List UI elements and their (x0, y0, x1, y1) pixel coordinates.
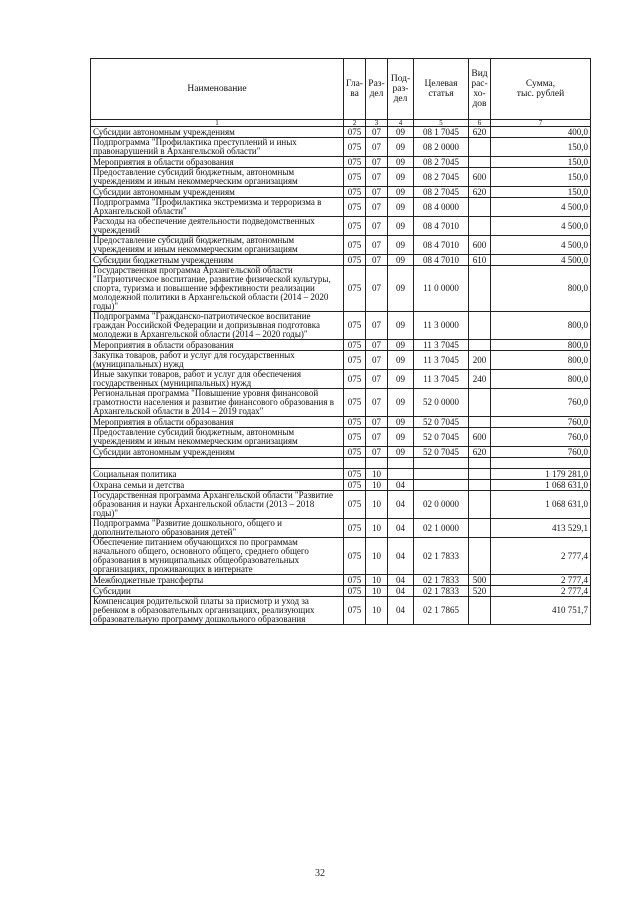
empty-cell (366, 458, 388, 469)
cell-razdel: 10 (366, 597, 388, 625)
cell-razdel: 10 (366, 586, 388, 597)
empty-cell (91, 458, 344, 469)
cell-podrazdel: 09 (388, 370, 414, 389)
cell-glava: 075 (344, 168, 366, 187)
cell-summa: 760,0 (491, 447, 591, 458)
cell-vid: 240 (469, 370, 491, 389)
cell-podrazdel: 04 (388, 575, 414, 586)
cell-summa: 800,0 (491, 340, 591, 351)
cell-statya: 11 0 0000 (414, 266, 469, 312)
cell-podrazdel: 09 (388, 340, 414, 351)
cell-summa: 2 777,4 (491, 586, 591, 597)
cell-glava: 075 (344, 417, 366, 428)
cell-summa: 800,0 (491, 370, 591, 389)
cell-glava: 075 (344, 428, 366, 447)
cell-name: Субсидии бюджетным учреждениям (91, 255, 344, 266)
cell-statya: 11 3 7045 (414, 340, 469, 351)
cell-podrazdel: 04 (388, 491, 414, 519)
cell-razdel: 07 (366, 370, 388, 389)
cell-summa: 4 500,0 (491, 255, 591, 266)
table-row (91, 519, 591, 538)
cell-vid (469, 138, 491, 157)
cell-statya: 02 1 7833 (414, 575, 469, 586)
cell-razdel: 07 (366, 255, 388, 266)
table-row (91, 575, 591, 586)
cell-name: Мероприятия в области образования (91, 157, 344, 168)
cell-statya: 08 4 7010 (414, 236, 469, 255)
cell-name: Закупка товаров, работ и услуг для государственных (муниципальных) нужд (91, 351, 344, 370)
cell-name: Государственная программа Архангельской области "Патриотическое воспитание, развитие физической культуры, спорта, туризма и повышение эффективности реализации молодежной политики в Архангельской области (2014 – 2020 годы)" (91, 266, 344, 312)
cell-statya: 52 0 0000 (414, 389, 469, 417)
cell-summa: 1 068 631,0 (491, 491, 591, 519)
cell-statya: 08 1 7045 (414, 127, 469, 138)
table-row (91, 236, 591, 255)
cell-name: Предоставление субсидий бюджетным, автономным учреждениям и иным некоммерческим организациям (91, 168, 344, 187)
cell-statya: 02 1 7865 (414, 597, 469, 625)
cell-vid: 200 (469, 351, 491, 370)
table-row (91, 198, 591, 217)
cell-glava: 075 (344, 575, 366, 586)
cell-glava: 075 (344, 138, 366, 157)
cell-summa: 2 777,4 (491, 538, 591, 575)
cell-vid: 620 (469, 447, 491, 458)
table-index-row (91, 120, 591, 127)
cell-name: Государственная программа Архангельской области "Развитие образования и науки Архангельской области (2013 – 2018 годы)" (91, 491, 344, 519)
cell-podrazdel (388, 469, 414, 480)
cell-summa: 150,0 (491, 187, 591, 198)
cell-razdel: 07 (366, 389, 388, 417)
cell-statya: 08 4 7010 (414, 255, 469, 266)
cell-razdel: 07 (366, 168, 388, 187)
cell-vid: 620 (469, 127, 491, 138)
cell-vid (469, 340, 491, 351)
cell-glava: 075 (344, 519, 366, 538)
cell-name: Мероприятия в области образования (91, 417, 344, 428)
table-body (91, 127, 591, 625)
cell-vid (469, 538, 491, 575)
column-index: 2 (344, 120, 366, 127)
table-row (91, 491, 591, 519)
cell-vid: 600 (469, 428, 491, 447)
column-index: 3 (366, 120, 388, 127)
table-row (91, 127, 591, 138)
table-spacer-row (91, 458, 591, 469)
cell-name: Мероприятия в области образования (91, 340, 344, 351)
cell-name: Подпрограмма "Профилактика экстремизма и терроризма в Архангельской области" (91, 198, 344, 217)
cell-razdel: 07 (366, 312, 388, 340)
cell-podrazdel: 09 (388, 266, 414, 312)
cell-vid (469, 389, 491, 417)
cell-glava: 075 (344, 255, 366, 266)
cell-statya: 11 3 0000 (414, 312, 469, 340)
cell-razdel: 07 (366, 266, 388, 312)
cell-summa: 1 068 631,0 (491, 480, 591, 491)
cell-name: Субсидии автономным учреждениям (91, 187, 344, 198)
cell-summa: 760,0 (491, 417, 591, 428)
cell-vid (469, 417, 491, 428)
cell-podrazdel: 09 (388, 312, 414, 340)
cell-razdel: 07 (366, 428, 388, 447)
cell-statya: 11 3 7045 (414, 351, 469, 370)
cell-glava: 075 (344, 351, 366, 370)
cell-vid: 600 (469, 236, 491, 255)
table-row (91, 447, 591, 458)
cell-razdel: 10 (366, 480, 388, 491)
cell-vid: 500 (469, 575, 491, 586)
cell-razdel: 07 (366, 198, 388, 217)
cell-vid: 620 (469, 187, 491, 198)
cell-summa: 150,0 (491, 138, 591, 157)
cell-razdel: 07 (366, 340, 388, 351)
cell-razdel: 10 (366, 469, 388, 480)
cell-glava: 075 (344, 127, 366, 138)
cell-razdel: 07 (366, 187, 388, 198)
table-row (91, 157, 591, 168)
cell-glava: 075 (344, 389, 366, 417)
cell-summa: 410 751,7 (491, 597, 591, 625)
table-row (91, 312, 591, 340)
cell-summa: 1 179 281,0 (491, 469, 591, 480)
cell-name: Региональная программа "Повышение уровня финансовой грамотности населения и развитие финансового образования в Архангельской области в 2014 – 2019 годах" (91, 389, 344, 417)
cell-razdel: 10 (366, 538, 388, 575)
column-index: 4 (388, 120, 414, 127)
table-row (91, 586, 591, 597)
cell-vid (469, 469, 491, 480)
table-row (91, 428, 591, 447)
table-row (91, 351, 591, 370)
cell-statya: 52 0 7045 (414, 447, 469, 458)
header-vid: Вид рас- хо- дов (469, 59, 491, 120)
column-index: 6 (469, 120, 491, 127)
cell-vid (469, 312, 491, 340)
cell-name: Компенсация родительской платы за присмотр и уход за ребенком в образовательных организациях, реализующих образовательную программу дошкольного образования (91, 597, 344, 625)
cell-podrazdel: 09 (388, 389, 414, 417)
cell-razdel: 10 (366, 575, 388, 586)
cell-summa: 760,0 (491, 428, 591, 447)
cell-glava: 075 (344, 312, 366, 340)
cell-glava: 075 (344, 538, 366, 575)
cell-razdel: 07 (366, 447, 388, 458)
empty-cell (388, 458, 414, 469)
empty-cell (344, 458, 366, 469)
cell-statya: 08 2 7045 (414, 157, 469, 168)
cell-statya: 52 0 7045 (414, 417, 469, 428)
cell-summa: 4 500,0 (491, 198, 591, 217)
cell-statya: 08 2 7045 (414, 168, 469, 187)
cell-razdel: 10 (366, 519, 388, 538)
cell-summa: 150,0 (491, 157, 591, 168)
cell-name: Подпрограмма "Развитие дошкольного, общего и дополнительного образования детей" (91, 519, 344, 538)
table-row (91, 217, 591, 236)
table-row (91, 138, 591, 157)
cell-summa: 150,0 (491, 168, 591, 187)
cell-name: Субсидии автономным учреждениям (91, 127, 344, 138)
table-row (91, 266, 591, 312)
cell-glava: 075 (344, 447, 366, 458)
cell-statya: 11 3 7045 (414, 370, 469, 389)
cell-vid (469, 198, 491, 217)
cell-summa: 413 529,1 (491, 519, 591, 538)
cell-vid (469, 266, 491, 312)
table-row (91, 389, 591, 417)
cell-vid (469, 217, 491, 236)
cell-statya: 52 0 7045 (414, 428, 469, 447)
cell-podrazdel: 09 (388, 187, 414, 198)
table-row (91, 255, 591, 266)
cell-glava: 075 (344, 480, 366, 491)
table-row (91, 340, 591, 351)
cell-podrazdel: 09 (388, 428, 414, 447)
cell-name: Предоставление субсидий бюджетным, автономным учреждениям и иным некоммерческим организациям (91, 428, 344, 447)
column-index: 1 (91, 120, 344, 127)
cell-glava: 075 (344, 340, 366, 351)
cell-podrazdel: 09 (388, 157, 414, 168)
cell-name: Межбюджетные трансферты (91, 575, 344, 586)
cell-vid (469, 491, 491, 519)
cell-razdel: 07 (366, 417, 388, 428)
table-row (91, 370, 591, 389)
budget-table (90, 58, 591, 625)
cell-summa: 800,0 (491, 312, 591, 340)
cell-podrazdel: 09 (388, 198, 414, 217)
header-glava: Гла- ва (344, 59, 366, 120)
cell-podrazdel: 04 (388, 538, 414, 575)
cell-vid (469, 519, 491, 538)
cell-statya (414, 469, 469, 480)
cell-statya: 02 1 0000 (414, 519, 469, 538)
cell-summa: 760,0 (491, 389, 591, 417)
cell-name: Подпрограмма "Профилактика преступлений и иных правонарушений в Архангельской области" (91, 138, 344, 157)
cell-glava: 075 (344, 187, 366, 198)
cell-razdel: 07 (366, 351, 388, 370)
cell-razdel: 07 (366, 157, 388, 168)
cell-statya: 08 2 7045 (414, 187, 469, 198)
cell-glava: 075 (344, 597, 366, 625)
cell-name: Иные закупки товаров, работ и услуг для обеспечения государственных (муниципальных) нужд (91, 370, 344, 389)
cell-vid (469, 597, 491, 625)
table-row (91, 480, 591, 491)
cell-name: Подпрограмма "Гражданско-патриотическое воспитание граждан Российской Федерации и допризывная подготовка молодежи в Архангельской области (2014 – 2020 годы)" (91, 312, 344, 340)
cell-name: Субсидии (91, 586, 344, 597)
cell-vid (469, 157, 491, 168)
cell-vid: 610 (469, 255, 491, 266)
cell-name: Предоставление субсидий бюджетным, автономным учреждениям и иным некоммерческим организациям (91, 236, 344, 255)
cell-name: Расходы на обеспечение деятельности подведомственных учреждений (91, 217, 344, 236)
cell-summa: 400,0 (491, 127, 591, 138)
table-header-row (91, 59, 591, 120)
cell-podrazdel: 09 (388, 417, 414, 428)
cell-podrazdel: 04 (388, 519, 414, 538)
cell-podrazdel: 09 (388, 138, 414, 157)
cell-podrazdel: 09 (388, 127, 414, 138)
cell-glava: 075 (344, 198, 366, 217)
cell-podrazdel: 09 (388, 351, 414, 370)
cell-summa: 2 777,4 (491, 575, 591, 586)
cell-statya: 08 2 0000 (414, 138, 469, 157)
cell-razdel: 07 (366, 138, 388, 157)
cell-vid (469, 480, 491, 491)
cell-podrazdel: 09 (388, 217, 414, 236)
cell-razdel: 10 (366, 491, 388, 519)
cell-razdel: 07 (366, 236, 388, 255)
cell-statya: 02 0 0000 (414, 491, 469, 519)
cell-glava: 075 (344, 586, 366, 597)
cell-razdel: 07 (366, 217, 388, 236)
cell-statya (414, 480, 469, 491)
table-row (91, 417, 591, 428)
cell-name: Социальная политика (91, 469, 344, 480)
table-row (91, 597, 591, 625)
cell-glava: 075 (344, 236, 366, 255)
cell-podrazdel: 09 (388, 255, 414, 266)
cell-statya: 08 4 7010 (414, 217, 469, 236)
column-index: 5 (414, 120, 469, 127)
table-row (91, 538, 591, 575)
page-number: 32 (315, 868, 325, 879)
header-statya: Целевая статья (414, 59, 469, 120)
cell-glava: 075 (344, 266, 366, 312)
column-index: 7 (491, 120, 591, 127)
cell-summa: 800,0 (491, 266, 591, 312)
cell-glava: 075 (344, 157, 366, 168)
cell-summa: 4 500,0 (491, 217, 591, 236)
cell-summa: 4 500,0 (491, 236, 591, 255)
header-summa: Сумма, тыс. рублей (491, 59, 591, 120)
cell-name: Субсидии автономным учреждениям (91, 447, 344, 458)
cell-podrazdel: 09 (388, 447, 414, 458)
cell-summa: 800,0 (491, 351, 591, 370)
cell-name: Обеспечение питанием обучающихся по программам начального общего, основного общего, среднего общего образования в муниципальных общеобразовательных организациях, проживающих в интернате (91, 538, 344, 575)
budget-page (90, 58, 590, 625)
table-row (91, 168, 591, 187)
cell-glava: 075 (344, 491, 366, 519)
cell-podrazdel: 04 (388, 480, 414, 491)
cell-glava: 075 (344, 469, 366, 480)
cell-vid: 520 (469, 586, 491, 597)
table-row (91, 469, 591, 480)
empty-cell (414, 458, 469, 469)
cell-podrazdel: 09 (388, 168, 414, 187)
cell-glava: 075 (344, 217, 366, 236)
empty-cell (469, 458, 491, 469)
cell-podrazdel: 04 (388, 586, 414, 597)
empty-cell (491, 458, 591, 469)
cell-glava: 075 (344, 370, 366, 389)
header-razdel: Раз- дел (366, 59, 388, 120)
cell-podrazdel: 09 (388, 236, 414, 255)
cell-name: Охрана семьи и детства (91, 480, 344, 491)
table-row (91, 187, 591, 198)
cell-podrazdel: 04 (388, 597, 414, 625)
header-podrazdel: Под- раз- дел (388, 59, 414, 120)
cell-razdel: 07 (366, 127, 388, 138)
cell-statya: 08 4 0000 (414, 198, 469, 217)
header-name: Наименование (91, 59, 344, 120)
cell-vid: 600 (469, 168, 491, 187)
cell-statya: 02 1 7833 (414, 538, 469, 575)
cell-statya: 02 1 7833 (414, 586, 469, 597)
